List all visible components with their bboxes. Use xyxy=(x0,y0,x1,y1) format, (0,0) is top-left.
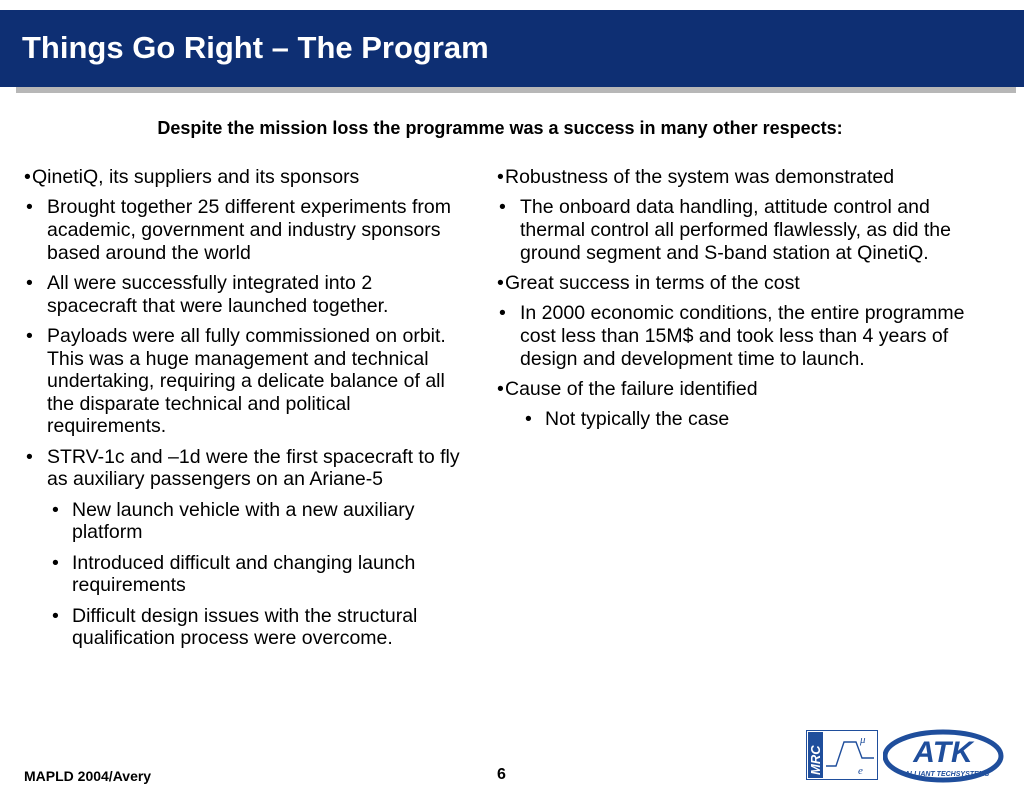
bullet-marker: • xyxy=(24,166,31,188)
bullet-marker: • xyxy=(499,196,506,219)
bullet-marker: • xyxy=(52,551,59,574)
atk-logo-tagline: ALLIANT TECHSYSTEMS xyxy=(904,771,990,778)
slide-subtitle: Despite the mission loss the programme was a success in many other respects: xyxy=(157,118,843,138)
bullet-marker: • xyxy=(26,324,33,347)
bullet-text: STRV-1c and –1d were the first spacecraft to fly as auxiliary passengers on an Ariane-5 xyxy=(47,445,460,491)
bullet-item xyxy=(497,166,997,189)
bullet-text: QinetiQ, its suppliers and its sponsors xyxy=(32,166,360,188)
atk-logo xyxy=(883,728,1013,784)
bullet-text: Robustness of the system was demonstrated xyxy=(505,166,895,188)
bullet-text: All were successfully integrated into 2 spacecraft that were launched together. xyxy=(47,271,389,317)
bullet-text: Great success in terms of the cost xyxy=(505,271,800,294)
bullet-marker: • xyxy=(499,302,506,325)
bullet-item xyxy=(24,499,464,544)
page-number: 6 xyxy=(497,766,506,783)
bullet-item xyxy=(497,302,997,370)
title-underline-shadow xyxy=(16,87,1016,93)
bullet-text: New launch vehicle with a new auxiliary platform xyxy=(72,498,415,544)
bullet-marker: • xyxy=(525,408,532,431)
bullet-marker: • xyxy=(26,445,33,468)
bullet-text: The onboard data handling, attitude control and thermal control all performed flawlessly, as did the ground segment and S-band station at QinetiQ. xyxy=(520,196,951,264)
bullet-text: Not typically the case xyxy=(545,408,730,431)
bullet-text: Payloads were all fully commissioned on orbit. This was a huge management and technical undertaking, requiring a delicate balance of all the disparate technical and political requirements. xyxy=(47,324,446,438)
bullet-item xyxy=(497,378,997,401)
right-column xyxy=(497,166,997,439)
bullet-text: Cause of the failure identified xyxy=(505,377,758,400)
left-column xyxy=(24,166,464,658)
bullet-text: Introduced difficult and changing launch requirements xyxy=(72,551,416,597)
bullet-text: Difficult design issues with the structural qualification process were overcome. xyxy=(72,604,418,650)
bullet-marker: • xyxy=(497,166,504,188)
bullet-marker: • xyxy=(26,271,33,294)
bullet-item xyxy=(497,408,997,431)
footer-conference: MAPLD 2004/Avery xyxy=(24,768,152,784)
mrc-logo-text: MRC xyxy=(808,745,823,775)
atk-logo-text: ATK xyxy=(913,736,973,769)
bullet-item xyxy=(24,605,464,650)
bullet-marker: • xyxy=(26,196,33,219)
mrc-logo-e: e xyxy=(858,765,863,777)
bullet-item xyxy=(24,272,464,317)
mrc-logo xyxy=(806,730,878,780)
bullet-marker: • xyxy=(52,498,59,521)
bullet-marker: • xyxy=(497,271,504,294)
bullet-item xyxy=(24,325,464,438)
bullet-item xyxy=(24,166,464,189)
slide-title: Things Go Right – The Program xyxy=(22,30,489,65)
bullet-text: Brought together 25 different experiments from academic, government and industry sponsors based around the world xyxy=(47,196,451,264)
bullet-marker: • xyxy=(52,604,59,627)
bullet-item xyxy=(497,196,997,264)
bullet-item xyxy=(24,552,464,597)
bullet-item xyxy=(497,272,997,295)
bullet-item xyxy=(24,446,464,491)
bullet-marker: • xyxy=(497,377,504,400)
mrc-logo-mu: μ xyxy=(860,734,866,746)
bullet-text: In 2000 economic conditions, the entire programme cost less than 15M$ and took less than 4 years of design and development time to launch. xyxy=(520,302,965,370)
bullet-item xyxy=(24,196,464,264)
